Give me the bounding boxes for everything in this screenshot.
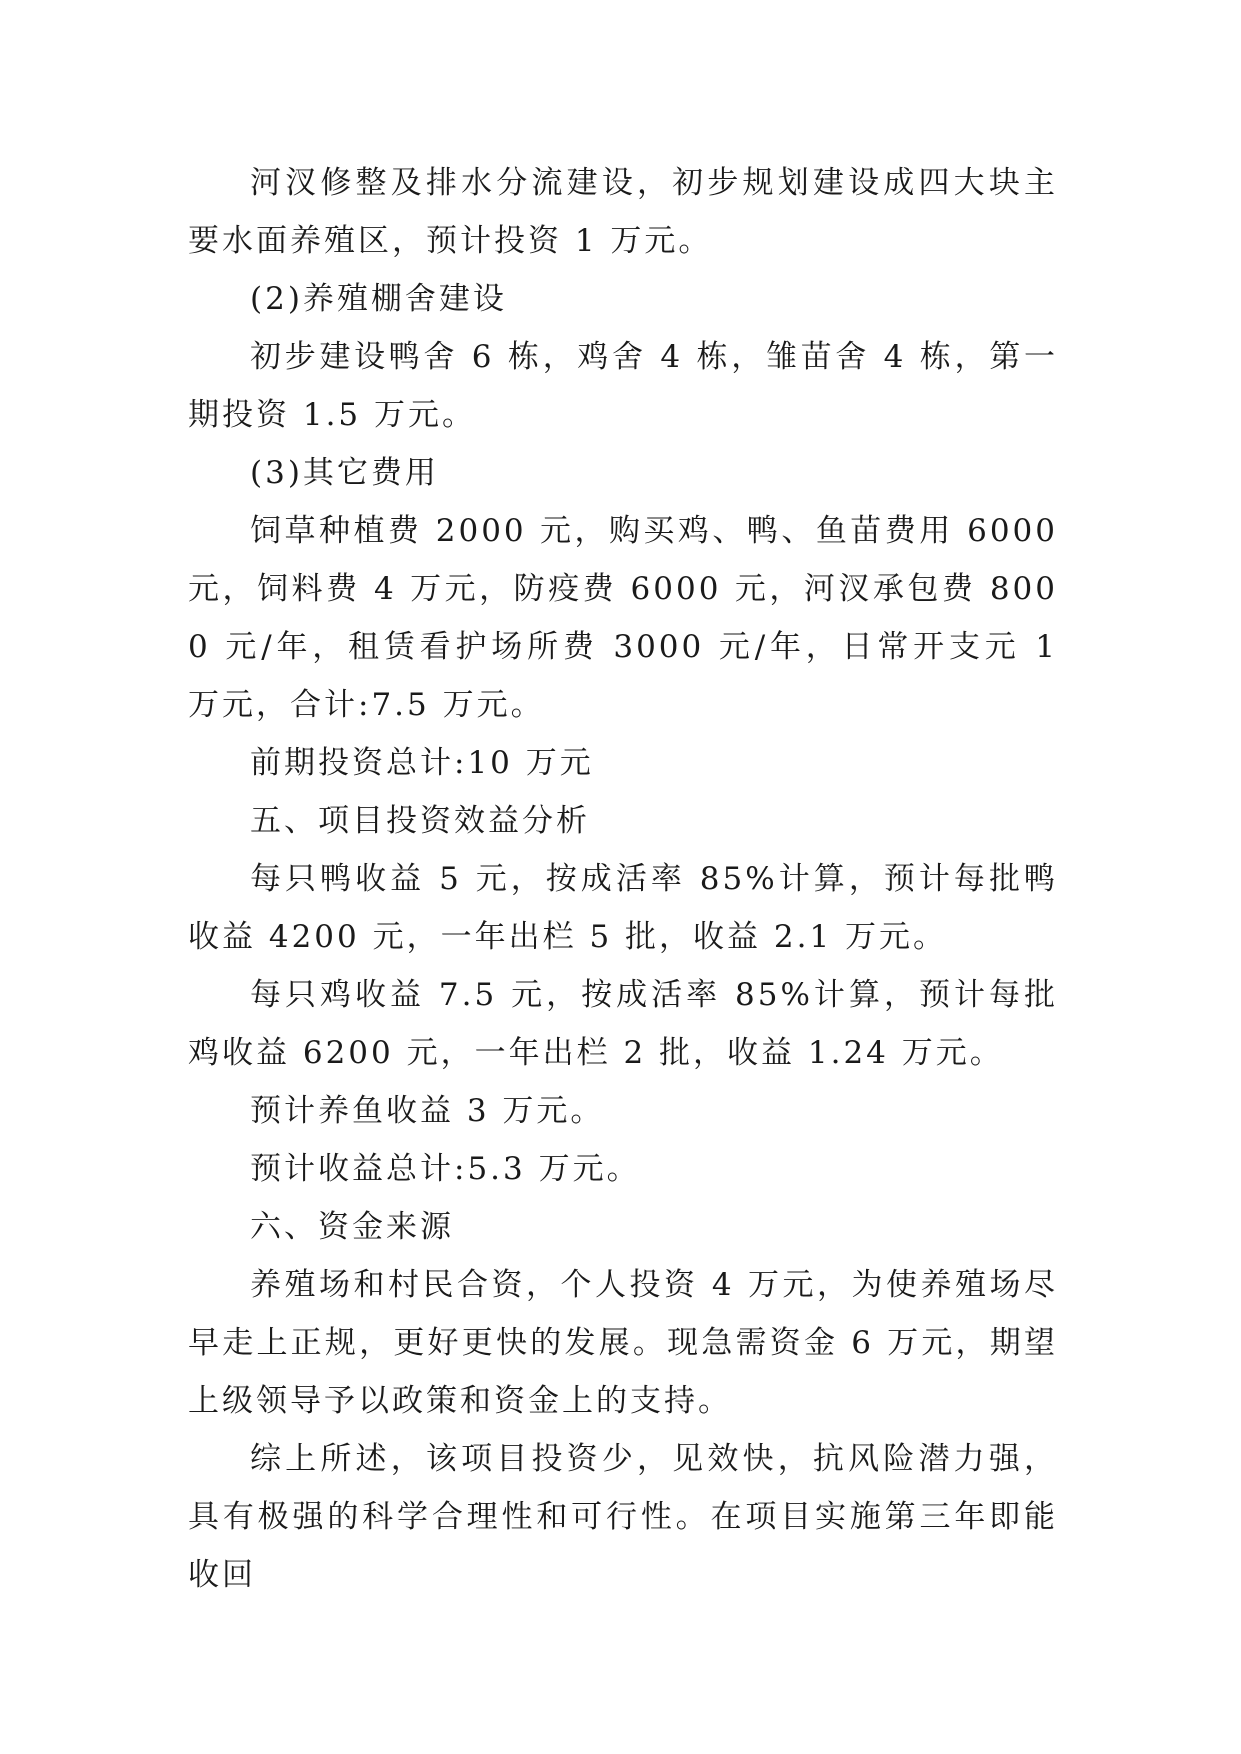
heading-funding-source: 六、资金来源 [250,1209,454,1245]
paragraph-shed-construction: 初步建设鸭舍 6 栋，鸡舍 4 栋，雏苗舍 4 栋，第一期投资 1.5 万元。 [188,339,1058,433]
paragraph-channel-construction: 河汊修整及排水分流建设，初步规划建设成四大块主要水面养殖区，预计投资 1 万元。 [188,165,1058,259]
heading-other-costs: (3)其它费用 [250,455,439,491]
paragraph-initial-investment-total: 前期投资总计:10 万元 [250,745,594,781]
heading-shed-construction: (2)养殖棚舍建设 [250,281,507,317]
paragraph-conclusion: 综上所述，该项目投资少，见效快，抗风险潜力强，具有极强的科学合理性和可行性。在项目实施第三年即能收回 [188,1441,1058,1593]
paragraph-funding-source: 养殖场和村民合资，个人投资 4 万元，为使养殖场尽早走上正规，更好更快的发展。现急需资金 6 万元，期望上级领导予以政策和资金上的支持。 [188,1267,1058,1419]
paragraph-duck-revenue: 每只鸭收益 5 元，按成活率 85%计算，预计每批鸭收益 4200 元，一年出栏 5 批，收益 2.1 万元。 [188,861,1058,955]
heading-benefit-analysis: 五、项目投资效益分析 [250,803,590,839]
paragraph-other-costs: 饲草种植费 2000 元，购买鸡、鸭、鱼苗费用 6000 元，饲料费 4 万元，防疫费 6000 元，河汊承包费 8000 元/年，租赁看护场所费 3000 元/年，日常开支元 1 万元，合计:7.5 万元。 [188,513,1058,723]
paragraph-chicken-revenue: 每只鸡收益 7.5 元，按成活率 85%计算，预计每批鸡收益 6200 元，一年出栏 2 批，收益 1.24 万元。 [188,977,1058,1071]
document-body [188,154,1058,1604]
paragraph-fish-revenue: 预计养鱼收益 3 万元。 [250,1093,605,1129]
paragraph-revenue-total: 预计收益总计:5.3 万元。 [250,1151,641,1187]
